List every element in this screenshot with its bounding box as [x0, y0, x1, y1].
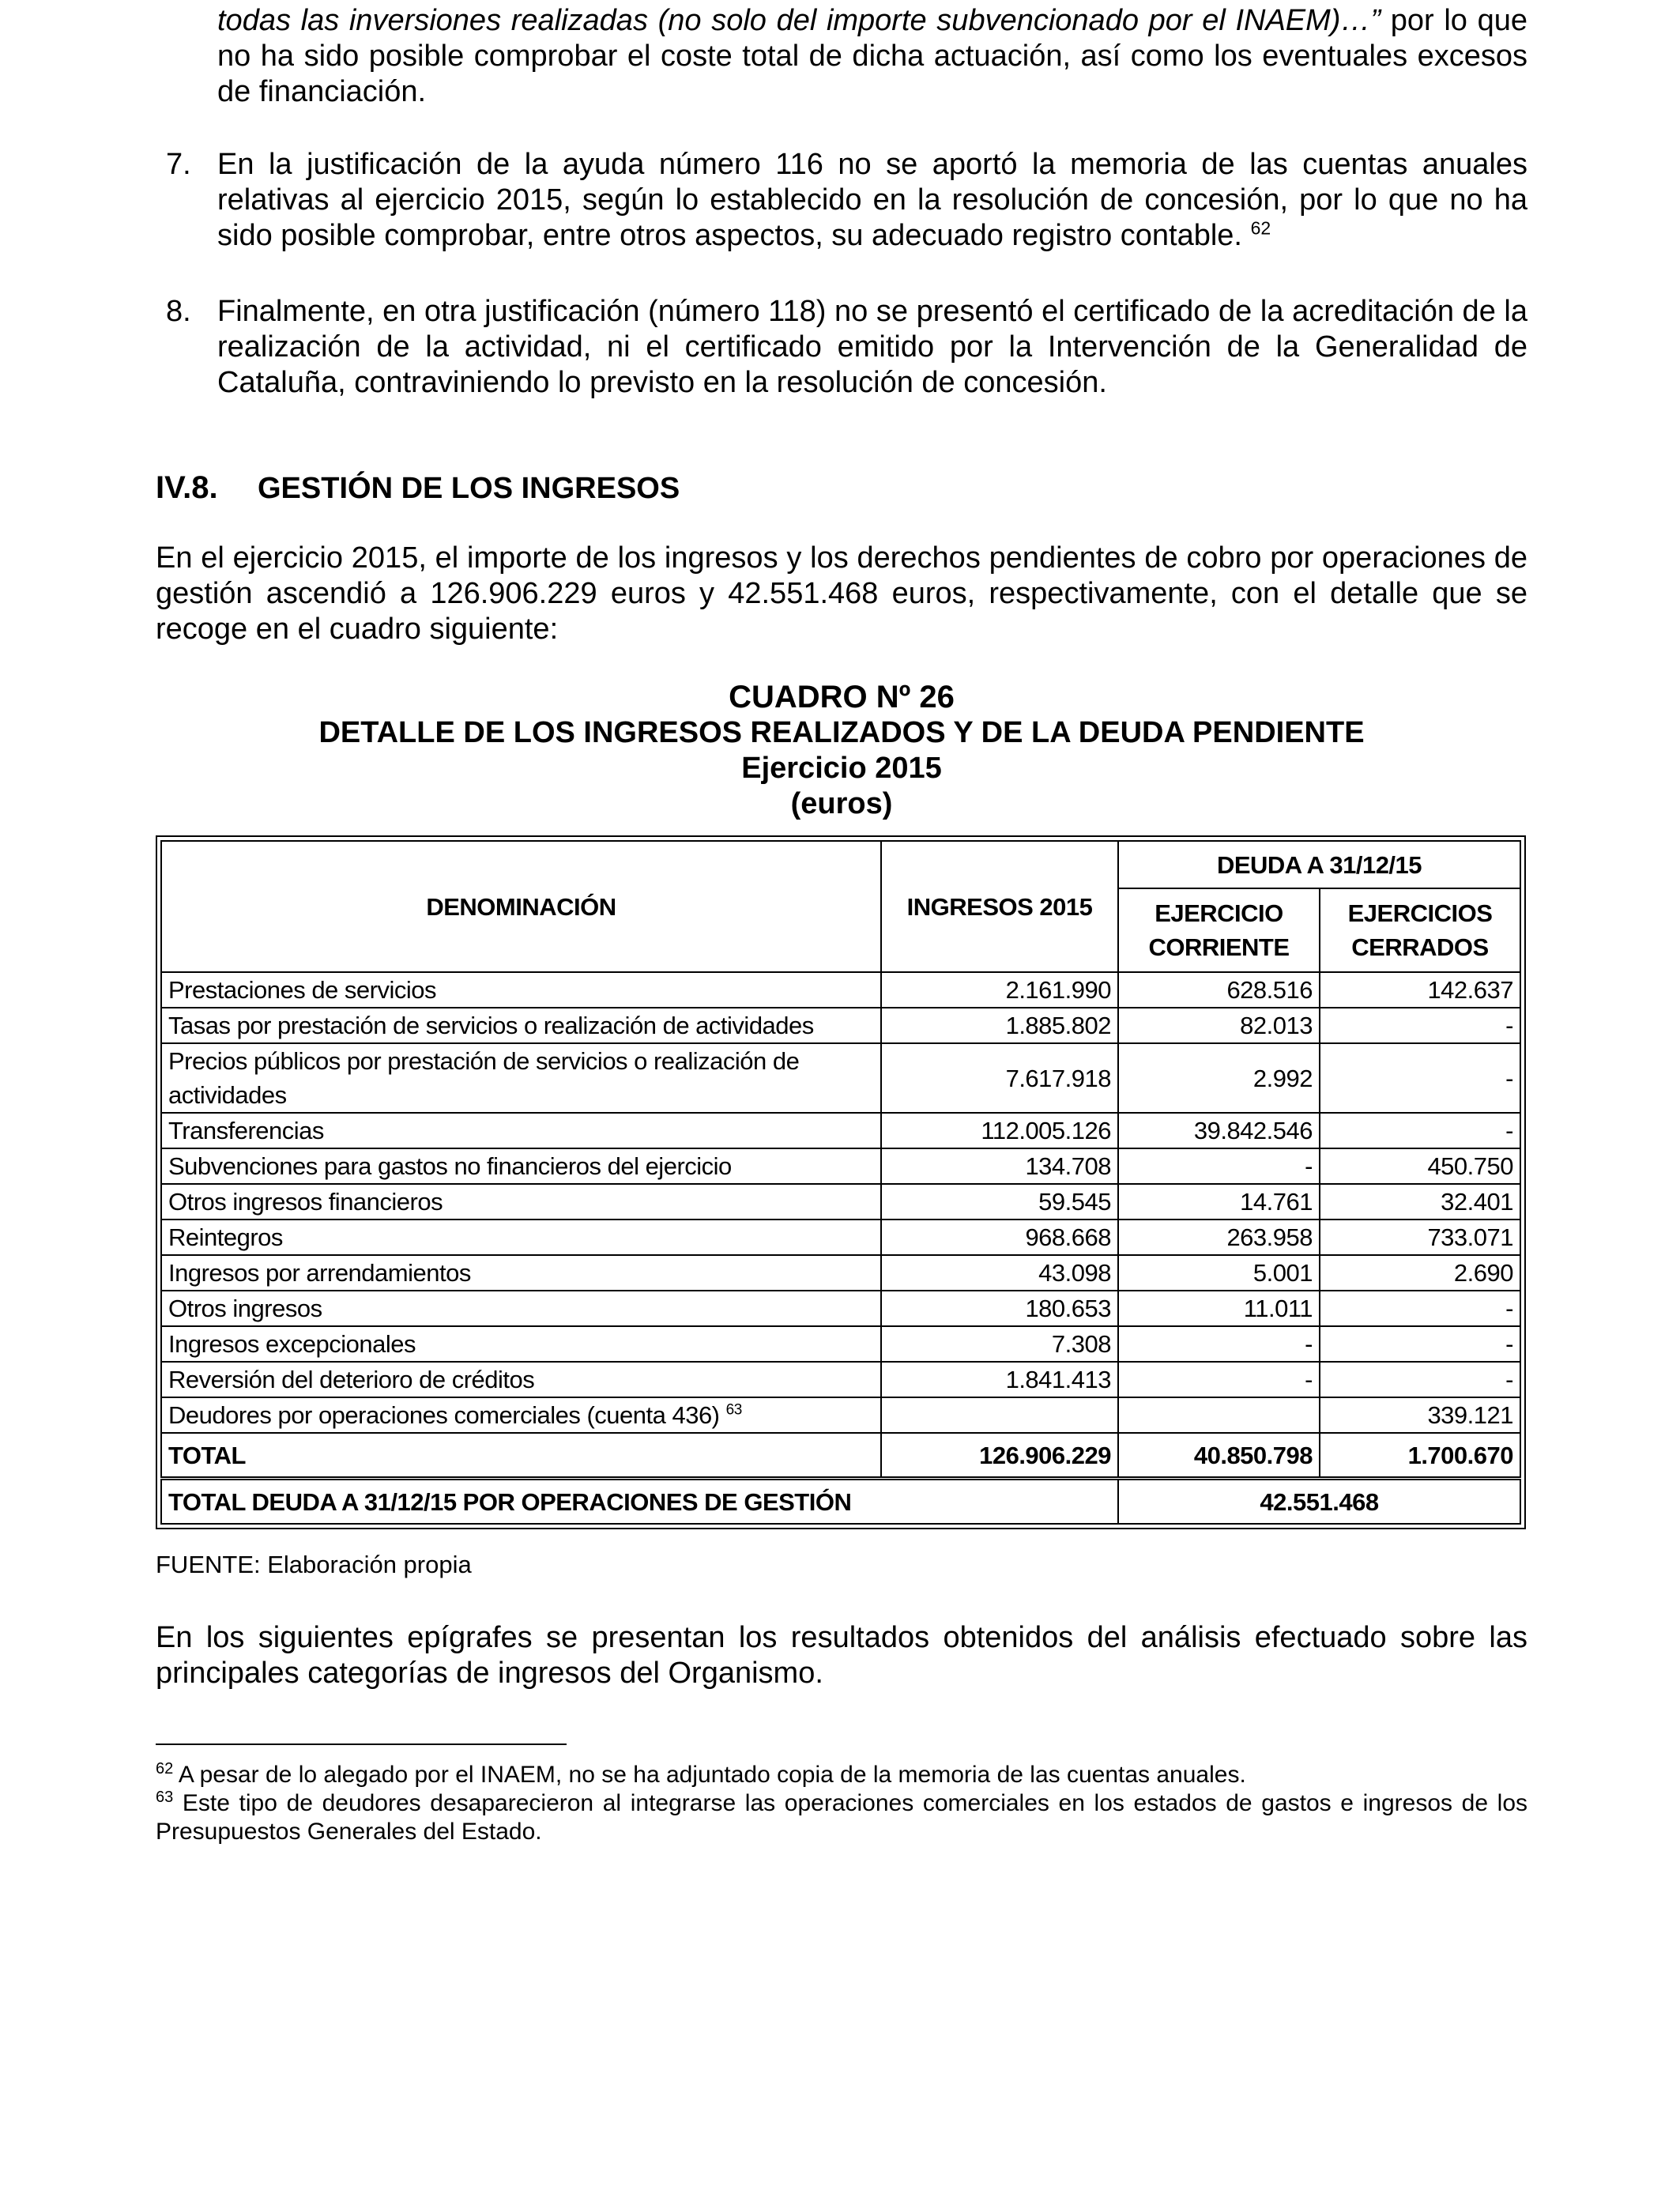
table-period: Ejercicio 2015: [741, 752, 942, 785]
row-cerrados: -: [1320, 1043, 1520, 1113]
section-number: IV.8.: [156, 470, 218, 505]
continuation-text: por lo que no ha sido posible comprobar el coste total de dicha actuación, así como los eventuales excesos de financiación.: [217, 4, 1527, 108]
table-row: [161, 1148, 1520, 1184]
list-item-number: 7.: [166, 148, 191, 181]
table-row: [161, 1362, 1520, 1397]
table-row: [161, 1113, 1520, 1148]
row-label: Reintegros: [161, 1220, 881, 1255]
header-deuda: DEUDA A 31/12/15: [1118, 841, 1520, 888]
table-row: [161, 1255, 1520, 1291]
table-title: DETALLE DE LOS INGRESOS REALIZADOS Y DE LA DEUDA PENDIENTE: [318, 716, 1365, 749]
footnotes: [156, 1761, 1527, 1846]
table-unit: (euros): [790, 787, 893, 820]
row-ingresos: 968.668: [881, 1220, 1118, 1255]
row-label: Tasas por prestación de servicios o realización de actividades: [161, 1008, 881, 1043]
row-label: Ingresos excepcionales: [161, 1326, 881, 1362]
total-row: [161, 1433, 1520, 1479]
row-corriente: 82.013: [1118, 1008, 1320, 1043]
row-cerrados: 142.637: [1320, 972, 1520, 1008]
row-ingresos: 1.885.802: [881, 1008, 1118, 1043]
row-corriente: -: [1118, 1362, 1320, 1397]
row-corriente: -: [1118, 1148, 1320, 1184]
row-corriente: 263.958: [1118, 1220, 1320, 1255]
income-table-body: [161, 972, 1520, 1524]
header-cerrados: EJERCICIOS CERRADOS: [1320, 888, 1520, 972]
total-label: TOTAL: [161, 1433, 881, 1479]
row-cerrados: -: [1320, 1291, 1520, 1326]
row-ingresos: [881, 1397, 1118, 1433]
header-denominacion: DENOMINACIÓN: [161, 841, 881, 972]
footnote-ref-63[interactable]: 63: [725, 1401, 742, 1419]
footnote-divider: [156, 1744, 567, 1745]
row-cerrados: 2.690: [1320, 1255, 1520, 1291]
row-label: Precios públicos por prestación de servicios o realización de actividades: [161, 1043, 881, 1113]
row-corriente: 5.001: [1118, 1255, 1320, 1291]
total-ingresos: 126.906.229: [881, 1433, 1118, 1479]
section-title: GESTIÓN DE LOS INGRESOS: [258, 472, 680, 505]
row-ingresos: 7.617.918: [881, 1043, 1118, 1113]
row-label: Otros ingresos financieros: [161, 1184, 881, 1220]
row-label: Prestaciones de servicios: [161, 972, 881, 1008]
row-cerrados: -: [1320, 1113, 1520, 1148]
footnote-63: $^{63}$ Este tipo de deudores desaparecieron al integrarse las operaciones comerciales en los estados de gastos e ingresos de los Presupuestos Generales del Estado.: [156, 1789, 1527, 1845]
row-cerrados: 339.121: [1320, 1397, 1520, 1433]
row-label: Reversión del deterioro de créditos: [161, 1362, 881, 1397]
row-cerrados: -: [1320, 1008, 1520, 1043]
row-ingresos: 134.708: [881, 1148, 1118, 1184]
closing-paragraph: En los siguientes epígrafes se presentan los resultados obtenidos del análisis efectuado sobre las principales categorías de ingresos del Organismo.: [156, 1621, 1527, 1690]
row-corriente: -: [1118, 1326, 1320, 1362]
row-corriente: 2.992: [1118, 1043, 1320, 1113]
section-heading: [156, 470, 680, 507]
row-label: Transferencias: [161, 1113, 881, 1148]
grand-total-row: [161, 1479, 1520, 1525]
row-corriente: 14.761: [1118, 1184, 1320, 1220]
header-ingresos: INGRESOS 2015: [881, 841, 1118, 972]
table-row: [161, 972, 1520, 1008]
row-label: Ingresos por arrendamientos: [161, 1255, 881, 1291]
row-corriente: 628.516: [1118, 972, 1320, 1008]
row-cerrados: 32.401: [1320, 1184, 1520, 1220]
row-ingresos: 43.098: [881, 1255, 1118, 1291]
row-corriente: [1118, 1397, 1320, 1433]
row-ingresos: 1.841.413: [881, 1362, 1118, 1397]
table-caption: [156, 680, 1527, 822]
footnote-ref-62[interactable]: 62: [1250, 217, 1271, 239]
row-label: Otros ingresos: [161, 1291, 881, 1326]
grand-total-value: 42.551.468: [1118, 1479, 1520, 1525]
list-item-text: Finalmente, en otra justificación (número 118) no se presentó el certificado de la acreditación de la realización de la actividad, ni el certificado emitido por la Intervención de la Generalidad de Cataluña, contraviniendo lo previsto en la resolución de concesión.: [217, 295, 1527, 399]
total-corriente: 40.850.798: [1118, 1433, 1320, 1479]
row-corriente: 39.842.546: [1118, 1113, 1320, 1148]
table-source: FUENTE: Elaboración propia: [156, 1551, 472, 1578]
table-row: [161, 1220, 1520, 1255]
table-row: [161, 1008, 1520, 1043]
table-number: CUADRO Nº 26: [729, 680, 955, 714]
footnote-62: $^{62}$ A pesar de lo alegado por el INAEM, no se ha adjuntado copia de la memoria de las cuentas anuales.: [156, 1760, 1246, 1788]
total-cerrados: 1.700.670: [1320, 1433, 1520, 1479]
table-row: [161, 1184, 1520, 1220]
row-cerrados: 450.750: [1320, 1148, 1520, 1184]
row-corriente: 11.011: [1118, 1291, 1320, 1326]
continuation-paragraph: [217, 3, 1527, 110]
list-item-number: 8.: [166, 295, 191, 328]
intro-paragraph: En el ejercicio 2015, el importe de los ingresos y los derechos pendientes de cobro por operaciones de gestión ascendió a 126.906.229 euros y 42.551.468 euros, respectivamente, con el detalle que se recoge en el cuadro siguiente:: [156, 541, 1527, 646]
grand-total-label: TOTAL DEUDA A 31/12/15 POR OPERACIONES DE GESTIÓN: [161, 1479, 1118, 1525]
row-label: Deudores por operaciones comerciales (cuenta 436) $^{63}$: [161, 1397, 881, 1433]
list-item-text: En la justificación de la ayuda número 116 no se aportó la memoria de las cuentas anuales relativas al ejercicio 2015, según lo establecido en la resolución de concesión, por lo que no ha sido posible comprobar, entre otros aspectos, su adecuado registro contable. $^{62}$: [217, 148, 1527, 252]
table-row: [161, 1397, 1520, 1433]
table-row: [161, 1043, 1520, 1113]
table-row: [161, 1291, 1520, 1326]
table-row: [161, 1326, 1520, 1362]
row-cerrados: 733.071: [1320, 1220, 1520, 1255]
continuation-quote: todas las inversiones realizadas (no solo del importe subvencionado por el INAEM)…”: [217, 4, 1381, 37]
row-ingresos: 7.308: [881, 1326, 1118, 1362]
row-ingresos: 112.005.126: [881, 1113, 1118, 1148]
income-table: [160, 840, 1521, 1525]
row-label: Subvenciones para gastos no financieros del ejercicio: [161, 1148, 881, 1184]
row-ingresos: 2.161.990: [881, 972, 1118, 1008]
row-ingresos: 180.653: [881, 1291, 1118, 1326]
row-cerrados: -: [1320, 1326, 1520, 1362]
income-table-frame: [156, 835, 1526, 1529]
header-corriente: EJERCICIO CORRIENTE: [1118, 888, 1320, 972]
row-cerrados: -: [1320, 1362, 1520, 1397]
row-ingresos: 59.545: [881, 1184, 1118, 1220]
